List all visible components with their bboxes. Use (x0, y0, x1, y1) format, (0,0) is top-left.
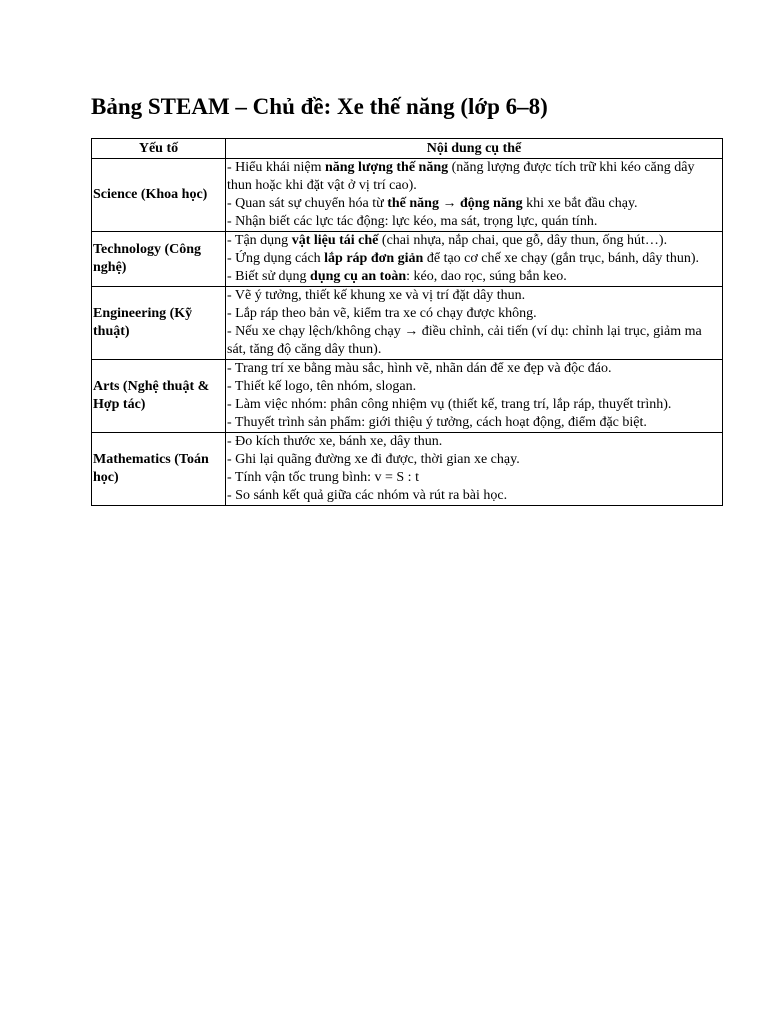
row-content (226, 159, 723, 232)
line-text: khi xe bắt đầu chạy. (522, 196, 638, 211)
emphasis-text: thế năng → động năng (387, 196, 523, 211)
line-text: - Thuyết trình sản phẩm: giới thiệu ý tưởng, cách hoạt động, điểm đặc biệt. (227, 415, 647, 430)
row-content (226, 433, 723, 506)
content-line (227, 232, 721, 250)
emphasis-text: năng lượng thế năng (324, 160, 449, 175)
row-content (226, 287, 723, 360)
content-line (227, 305, 721, 323)
row-factor: Technology (Công nghệ) (92, 232, 226, 287)
row-content (226, 360, 723, 433)
line-text: - Tính vận tốc trung bình: v = S : t (227, 470, 419, 485)
table-row (92, 433, 723, 506)
content-line (227, 323, 721, 359)
content-line (227, 195, 721, 213)
table-row (92, 159, 723, 232)
content-line (227, 396, 721, 414)
content-line (227, 250, 721, 268)
line-text: (năng lượng được tích trữ khi kéo căng dây thun hoặc khi đặt vật ở vị trí cao). (227, 160, 695, 193)
table-body (92, 159, 723, 506)
content-line (227, 469, 721, 487)
table-row (92, 287, 723, 360)
line-text: - So sánh kết quả giữa các nhóm và rút ra bài học. (227, 488, 508, 503)
line-text: - Vẽ ý tưởng, thiết kế khung xe và vị trí đặt dây thun. (227, 288, 526, 303)
line-text: - Ghi lại quãng đường xe đi được, thời gian xe chạy. (227, 452, 520, 467)
header-content: Nội dung cụ thể (226, 139, 723, 159)
table-header-row (92, 139, 723, 159)
content-line (227, 268, 721, 286)
table-row (92, 232, 723, 287)
row-factor: Mathematics (Toán học) (92, 433, 226, 506)
emphasis-text: vật liệu tái chế (291, 233, 379, 248)
content-line (227, 159, 721, 195)
line-text: - Thiết kế logo, tên nhóm, slogan. (227, 379, 417, 394)
content-line (227, 287, 721, 305)
header-factor: Yếu tố (92, 139, 226, 159)
line-text: - Biết sử dụng (227, 269, 311, 284)
row-factor: Engineering (Kỹ thuật) (92, 287, 226, 360)
line-text: (chai nhựa, nắp chai, que gỗ, dây thun, ống hút…). (378, 233, 668, 248)
table-row (92, 360, 723, 433)
emphasis-text: lắp ráp đơn giản (324, 251, 424, 266)
row-content (226, 232, 723, 287)
line-text: để tạo cơ chế xe chạy (gắn trục, bánh, dây thun). (423, 251, 699, 266)
line-text: - Quan sát sự chuyển hóa từ (227, 196, 388, 211)
line-text: - Tận dụng (227, 233, 292, 248)
line-text: : kéo, dao rọc, súng bắn keo. (406, 269, 567, 284)
line-text: - Nhận biết các lực tác động: lực kéo, ma sát, trọng lực, quán tính. (227, 214, 598, 229)
line-text: - Ứng dụng cách (227, 251, 325, 266)
content-line (227, 451, 721, 469)
content-line (227, 213, 721, 231)
emphasis-text: dụng cụ an toàn (310, 269, 407, 284)
line-text: - Lắp ráp theo bản vẽ, kiểm tra xe có chạy được không. (227, 306, 537, 321)
line-text: - Làm việc nhóm: phân công nhiệm vụ (thiết kế, trang trí, lắp ráp, thuyết trình). (227, 397, 672, 412)
page-title: Bảng STEAM – Chủ đề: Xe thế năng (lớp 6–8) (91, 94, 548, 119)
content-line (227, 433, 721, 451)
line-text: - Trang trí xe bằng màu sắc, hình vẽ, nhãn dán để xe đẹp và độc đáo. (227, 361, 612, 376)
content-line (227, 378, 721, 396)
steam-table (91, 138, 723, 506)
line-text: - Nếu xe chạy lệch/không chạy → điều chỉnh, cải tiến (ví dụ: chỉnh lại trục, giảm ma sát, tăng độ căng dây thun). (227, 324, 702, 357)
content-line (227, 360, 721, 378)
content-line (227, 487, 721, 505)
row-factor: Science (Khoa học) (92, 159, 226, 232)
row-factor: Arts (Nghệ thuật & Hợp tác) (92, 360, 226, 433)
line-text: - Hiểu khái niệm (227, 160, 325, 175)
content-line (227, 414, 721, 432)
line-text: - Đo kích thước xe, bánh xe, dây thun. (227, 434, 443, 449)
